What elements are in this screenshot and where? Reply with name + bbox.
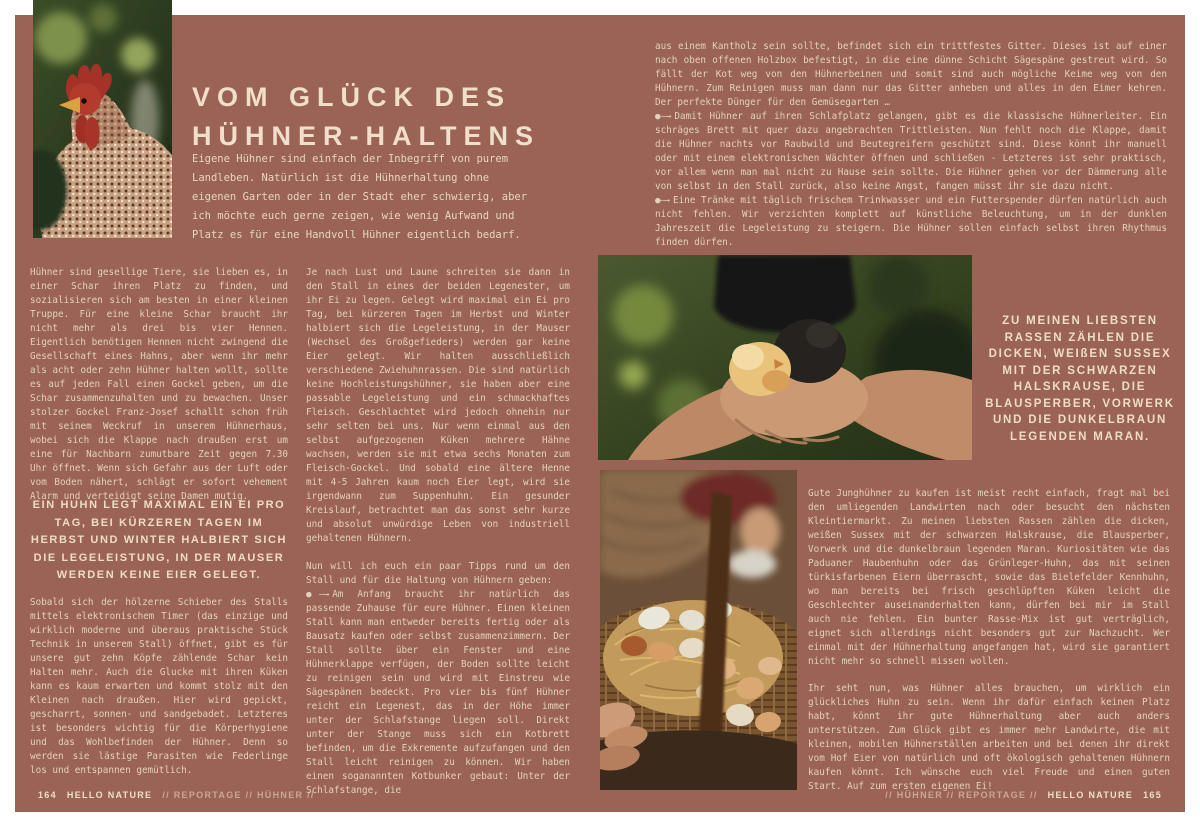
page-number-right: 165 [1143, 790, 1162, 800]
tip-item-2: ●—→ Damit Hühner auf ihren Schlafplatz gelangen, gibt es die klassische Hühnerleiter. Ein schräges Brett mit quer dazu angebrachten Trittleisten. Nun fehlt noch die Klappe, damit die Hühner nachts vor Raubwild und Beutegreifern geschützt sind. Diese könnt ihr manuell oder mit einem elektronischen Wächter öffnen und schließen - Letzteres ist sehr praktisch, vor allem wenn man mal nicht zu Hause sein sollte. Die Hühner gehen vor der Dämmerung alle von selbst in den Stall zurück, also keine Angst, fangen müsst ihr sie dazu nicht. [655, 111, 1167, 192]
left-column-1-paragraph-2: Sobald sich der hölzerne Schieber des Stalls mittels elektronischem Timer (das einzige und wirklich moderne und überaus praktische Stück Technik in unserem Stall) öffnet, gibt es für unsere gut zehn Köpfe zählende Schar kein Halten mehr. Auch die Glucke mit ihren Küken kann es kaum erwarten und kommt stolz mit den Kleinen nach draußen. Hier wird gepickt, gescharrt, sonnen- und sandgebadet. Letzteres ist besonders wichtig für die Körperhygiene und das Wohlbefinden der Hühner. Denn so werden sie lästige Parasiten wie Federlinge los und entspannen gemütlich. [30, 597, 288, 776]
arrow-bullet-icon: ●—→ [655, 111, 671, 122]
tip-item-1: ●—→ Am Anfang braucht ihr natürlich das passende Zuhause für eure Hühner. Einen kleinen Stall kann man entweder bereits fertig oder als Bausatz kaufen oder selbst zusammenzimmern. Der Stall sollte über ein Fenster und eine Hühnerklappe verfügen, der Boden sollte leicht zu reinigen sein und wird mit Einstreu wie Sägespänen bedeckt. Pro vier bis fünf Hühner reicht ein Legenest, das in der Höhe immer unter der Schlafstange liegen soll. Direkt unter der Stange muss sich ein Kotbrett befinden, um die Exkremente aufzufangen und den Stall leicht reinigen zu können. Wir haben einen soganannten Kotbunker gebaut: Unter der Schlafstange, die [306, 589, 571, 796]
section-breadcrumb-right: // HÜHNER // REPORTAGE // [885, 790, 1038, 800]
pull-quote-right: ZU MEINEN LIEBSTEN RASSEN ZÄHLEN DIE DICKEN, WEIßEN SUSSEX MIT DER SCHWARZEN HALSKRAUSE, DIE BLAUSPERBER, VORWERK UND DIE DUNKELBRAUN LEGENDEN MARAN. [985, 315, 1175, 443]
right-page-top-text [655, 40, 1167, 250]
chicks-in-hands-photo [598, 255, 972, 460]
person-torso [714, 255, 856, 333]
left-column-2 [306, 266, 570, 798]
article-standfirst: Eigene Hühner sind einfach der Inbegriff von purem Landleben. Natürlich ist die Hühnerhaltung ohne eigenen Garten oder in der Stadt eher schwierig, aber ich möchte euch gerne zeigen, wie wenig Aufwand und Platz es für eine Handvoll Hühner eigentlich bedarf. [192, 153, 528, 241]
page-number-left: 164 [38, 790, 57, 800]
left-column-2-paragraph-1: Je nach Lust und Laune schreiten sie dann in den Stall in eines der beiden Legenester, um ihr Ei zu legen. Gelegt wird maximal ein Ei pro Tag, bei kürzeren Tagen im Herbst und Winter halbiert sich die Legeleistung, in der Mauser (Wechsel des Großgefieders) werden gar keine Eier gelegt. Wir halten ausschließlich verschiedene Zwiehuhnrassen. Die sind natürlich keine Hochleistungshühner, sie haben aber eine passable Legeleistung und ein schmackhaftes Fleisch. Geschlachtet wird jedoch ohnehin nur sehr selten bei uns. Nur wenn einmal aus den selbst aufgezogenen Küken mehrere Hähne wachsen, werden sie mit etwa sechs Monaten zum Fleisch-Gockel. Und sobald eine ältere Henne mit 4-5 Jahren kaum noch Eier legt, wird sie irgendwann zum Suppenhuhn. Ein gesunder Kreislauf, betrachtet man das sonst sehr kurze und absolut unwürdige Leben von industriell gehaltenen Hühnern. [306, 267, 570, 544]
title-line-2: HÜHNER-HALTENS [192, 121, 540, 151]
rooster-eye [81, 98, 86, 103]
arrow-bullet-icon: ●—→ [655, 195, 669, 206]
right-top-paragraph-1: aus einem Kantholz sein sollte, befindet sich ein trittfestes Gitter. Dieses ist auf einer nach oben offenen Holzbox befestigt, in die eine dünne Schicht Sägespäne gestreut wird. So fällt der Kot weg von den Hühnerbeinen und somit sind auch mögliche Keime weg von den Hühnern. Zum Reinigen muss man dann nur das Gitter anheben und alles in den Eimer kehren. Der perfekte Dünger für den Gemüsegarten … [655, 41, 1167, 108]
pull-quote-left: EIN HUHN LEGT MAXIMAL EIN EI PRO TAG, BEI KÜRZEREN TAGEN IM HERBST UND WINTER HALBIERT SICH DIE LEGELEISTUNG, IN DER MAUSER WERDEN KEINE EIER GELEGT. [30, 499, 288, 581]
section-breadcrumb-left: // REPORTAGE // HÜHNER // [162, 790, 315, 800]
egg-basket-photo [600, 470, 797, 790]
title-line-1: VOM GLÜCK DES [192, 82, 512, 112]
right-column-paragraph-2: Ihr seht nun, was Hühner alles brauchen, um wirklich ein glückliches Huhn zu sein. Wenn ihr dafür einfach keinen Platz habt, könnt ihr gute Hühnerhaltung aber auch anders unterstützen. Zum Glück gibt es immer mehr Landwirte, die mit kleinen, mobilen Hühnerställen arbeiten und bei denen ihr direkt vom Hof Eier von natürlich und oft ökologisch gehaltenen Hühnern kaufen könnt. Ich wünsche euch viel Freude und einen guten Start. Auf zum ersten eigenen Ei! [808, 683, 1170, 792]
arrow-bullet-icon: ●—→ [306, 589, 329, 600]
footer-left [38, 790, 315, 800]
article-title [192, 78, 612, 156]
footer-right [885, 790, 1162, 800]
left-column-1-paragraph-1: Hühner sind gesellige Tiere, sie lieben es, in einer Schar ihren Platz zu finden, und sozialisieren sich am besten in einer kleinen Truppe. Für eine kleine Schar braucht ihr nicht mehr als drei bis vier Hennen. Eigentlich benötigen Hennen nicht zwingend die Gesellschaft eines Hahns, aber wenn ihr mehr als acht oder zehn Hühner halten wollt, sollte es auf jeden Fall einen Gockel geben, um die Schar zusammenzuhalten und zu bewachen. Unser stolzer Gockel Franz-Josef schallt schon früh mit seinem Weckruf in unserem Hühnerhaus, wobei sich die Klappe nach draußen erst um eine für Nachbarn zumutbare Zeit gegen 7.30 Uhr öffnet. Wenn sich Gefahr aus der Luft oder vom Boden nähert, schlägt er sofort vehement Alarm und verteidigt seine Damen mutig. [30, 267, 288, 502]
tips-intro: Nun will ich euch ein paar Tipps rund um den Stall und für die Haltung von Hühnern geben: [306, 561, 570, 586]
right-column-paragraph-1: Gute Junghühner zu kaufen ist meist recht einfach, fragt mal bei den umliegenden Landwirten nach oder besucht den nächsten Kleintiermarkt. Zu meinen liebsten Rassen zählen die dicken, weißen Sussex mit der schwarzen Halskrause, die Blausperber, Vorwerk und die dunkelbraun legenden Maran. Kuriositäten wie das Paduaner Haubenhuhn oder das Grünleger-Huhn, das mit seinen türkisfarbenen Eiern überrascht, sowie das Bielefelder Kennhuhn, wo man bereits bei frisch geschlüpften Küken leicht die Geschlechter auseinanderhalten kann, dürfen bei mir im Stall auch nie fehlen. Ein bunter Rasse-Mix ist gut verträglich, eignet sich allerdings nicht besonders gut zur Nachzucht. Wer einmal mit der Hühnerhaltung angefangen hat, wird sie garantiert nicht mehr so schnell missen wollen. [808, 488, 1170, 667]
tip-item-3: ●—→ Eine Tränke mit täglich frischem Trinkwasser und ein Futterspender dürfen natürlich auch nicht fehlen. Wir verzichten komplett auf künstliche Beleuchtung, um in der dunklen Jahreszeit die Legeleistung zu steigern. Die Hühner sollen einfach selbst ihren Rhythmus finden dürfen. [655, 195, 1167, 248]
magazine-brand: HELLO NATURE [1047, 790, 1134, 800]
right-column [808, 487, 1170, 794]
magazine-brand: HELLO NATURE [66, 790, 153, 800]
rooster-photo [33, 0, 172, 238]
